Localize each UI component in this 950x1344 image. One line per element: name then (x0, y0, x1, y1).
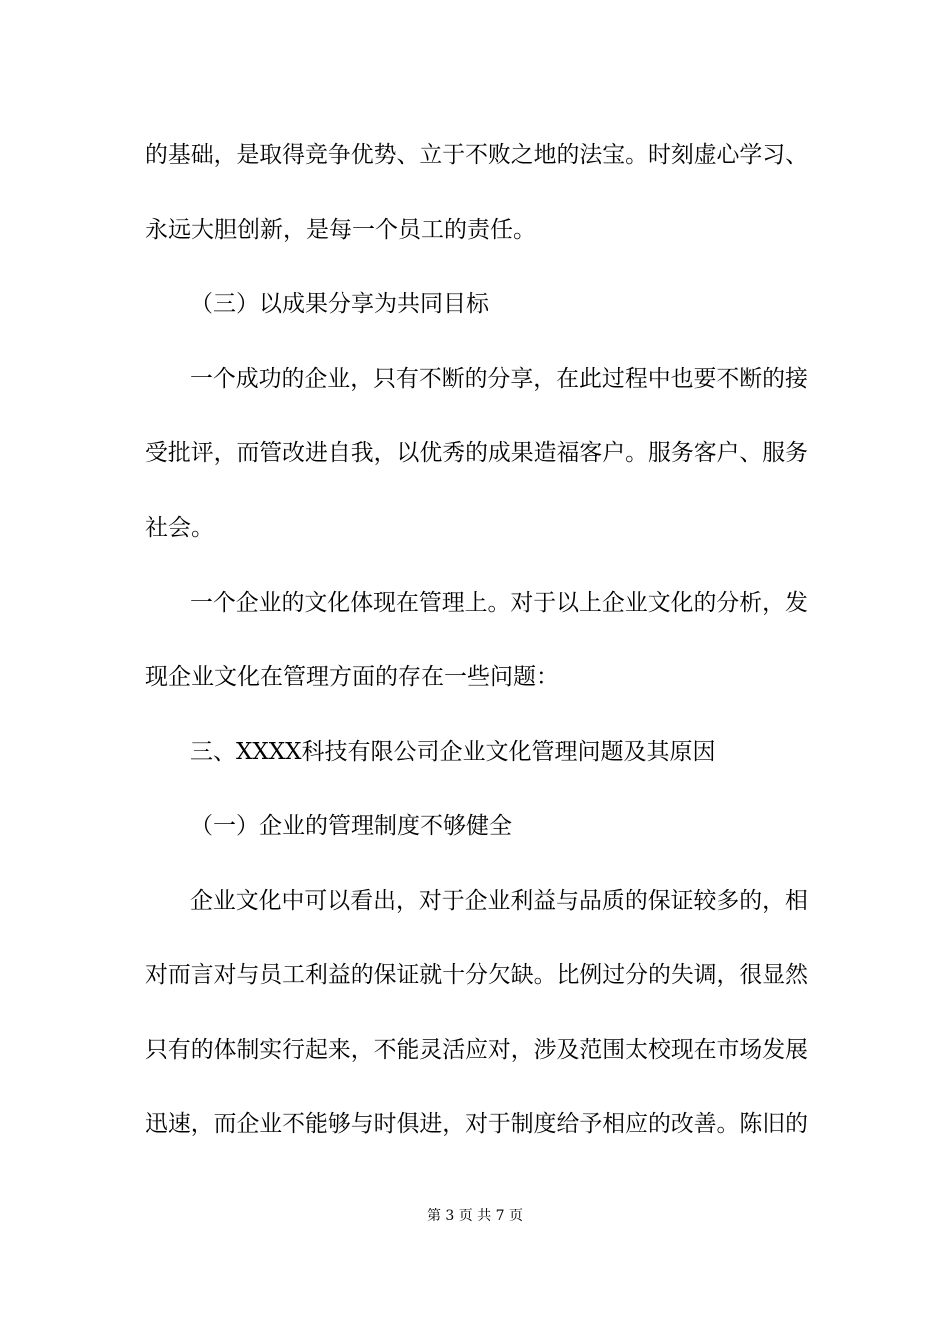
text-line-1: 的基础，是取得竞争优势、立于不败之地的法宝。时刻虚心学习、 (145, 142, 808, 168)
page-number-footer: 第 3 页 共 7 页 (426, 1208, 524, 1224)
text-line-2: 永远大胆创新，是每一个员工的责任。 (145, 217, 536, 243)
text-line-7: 一个企业的文化体现在管理上。对于以上企业文化的分析，发 (190, 590, 808, 616)
text-line-14: 迅速，而企业不能够与时俱进，对于制度给予相应的改善。陈旧的 (145, 1111, 808, 1137)
text-line-13: 只有的体制实行起来，不能灵活应对，涉及范围太校现在市场发展 (145, 1037, 808, 1063)
text-line-12: 对而言对与员工利益的保证就十分欠缺。比例过分的失调，很显然 (145, 962, 808, 988)
text-line-4: 一个成功的企业，只有不断的分享，在此过程中也要不断的接 (190, 366, 808, 392)
text-line-11: 企业文化中可以看出，对于企业利益与品质的保证较多的，相 (190, 888, 808, 914)
text-line-6: 社会。 (145, 515, 214, 541)
text-line-8: 现企业文化在管理方面的存在一些问题： (145, 664, 559, 690)
text-line-5: 受批评，而管改进自我，以优秀的成果造福客户。服务客户、服务 (145, 440, 808, 466)
chapter-heading-3: 三、XXXX科技有限公司企业文化管理问题及其原因 (190, 739, 716, 765)
section-heading-1: （一）企业的管理制度不够健全 (190, 813, 512, 839)
section-heading-3: （三）以成果分享为共同目标 (190, 291, 489, 317)
